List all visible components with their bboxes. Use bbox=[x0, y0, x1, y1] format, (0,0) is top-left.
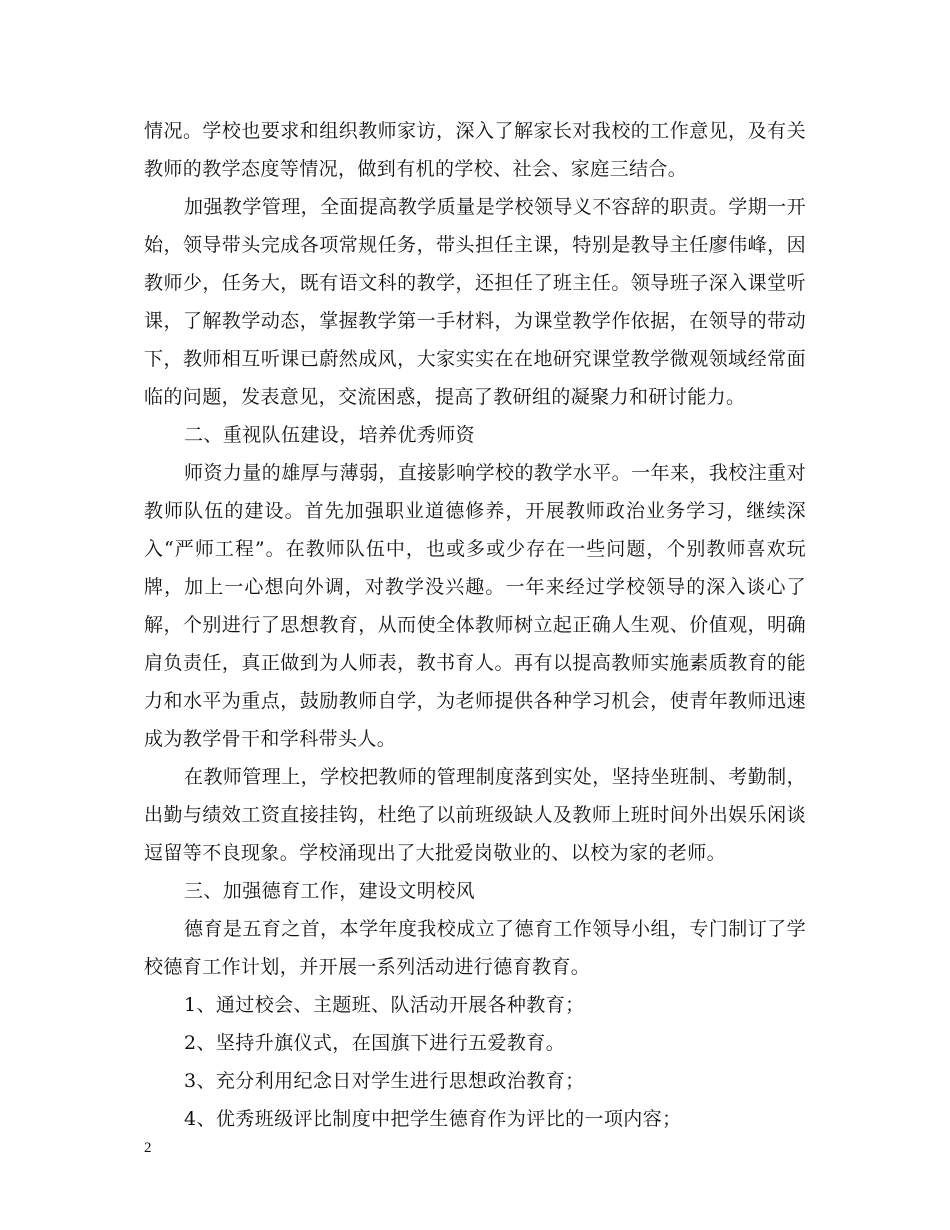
paragraph: 情况。学校也要求和组织教师家访，深入了解家长对我校的工作意见，及有关教师的教学态度等情况，做到有机的学校、社会、家庭三结合。 bbox=[144, 120, 806, 180]
list-item: 3、充分利用纪念日对学生进行思想政治教育； bbox=[184, 1070, 585, 1092]
section-heading: 三、加强德育工作，建设文明校风 bbox=[184, 880, 476, 902]
paragraph: 德育是五育之首，本学年度我校成立了德育工作领导小组，专门制订了学校德育工作计划，并开展一系列活动进行德育教育。 bbox=[144, 918, 806, 978]
paragraph: 在教师管理上，学校把教师的管理制度落到实处，坚持坐班制、考勤制，出勤与绩效工资直接挂钩，杜绝了以前班级缺人及教师上班时间外出娱乐闲谈逗留等不良现象。学校涌现出了大批爱岗敬业的、以校为家的老师。 bbox=[144, 766, 806, 864]
page-number: 2 bbox=[144, 1140, 152, 1156]
paragraph: 加强教学管理，全面提高教学质量是学校领导义不容辞的职责。学期一开始，领导带头完成各项常规任务，带头担任主课，特别是教导主任廖伟峰，因教师少，任务大，既有语文科的教学，还担任了班主任。领导班子深入课堂听课，了解教学动态，掌握教学第一手材料，为课堂教学作依据，在领导的带动下，教师相互听课已蔚然成风，大家实实在在地研究课堂教学微观领域经常面临的问题，发表意见，交流困惑，提高了教研组的凝聚力和研讨能力。 bbox=[144, 196, 806, 408]
list-item: 2、坚持升旗仪式，在国旗下进行五爱教育。 bbox=[184, 1032, 566, 1054]
body-text bbox=[144, 112, 806, 1138]
section-heading: 二、重视队伍建设，培养优秀师资 bbox=[184, 424, 476, 446]
paragraph: 师资力量的雄厚与薄弱，直接影响学校的教学水平。一年来，我校注重对教师队伍的建设。首先加强职业道德修养，开展教师政治业务学习，继续深入“严师工程”。在教师队伍中，也或多或少存在一些问题，个别教师喜欢玩牌，加上一心想向外调，对教学没兴趣。一年来经过学校领导的深入谈心了解，个别进行了思想教育，从而使全体教师树立起正确人生观、价值观，明确肩负责任，真正做到为人师表，教书育人。再有以提高教师实施素质教育的能力和水平为重点，鼓励教师自学，为老师提供各种学习机会，使青年教师迅速成为教学骨干和学科带头人。 bbox=[144, 462, 806, 750]
list-item: 4、优秀班级评比制度中把学生德育作为评比的一项内容； bbox=[184, 1108, 682, 1130]
list-item: 1、通过校会、主题班、队活动开展各种教育； bbox=[184, 994, 585, 1016]
